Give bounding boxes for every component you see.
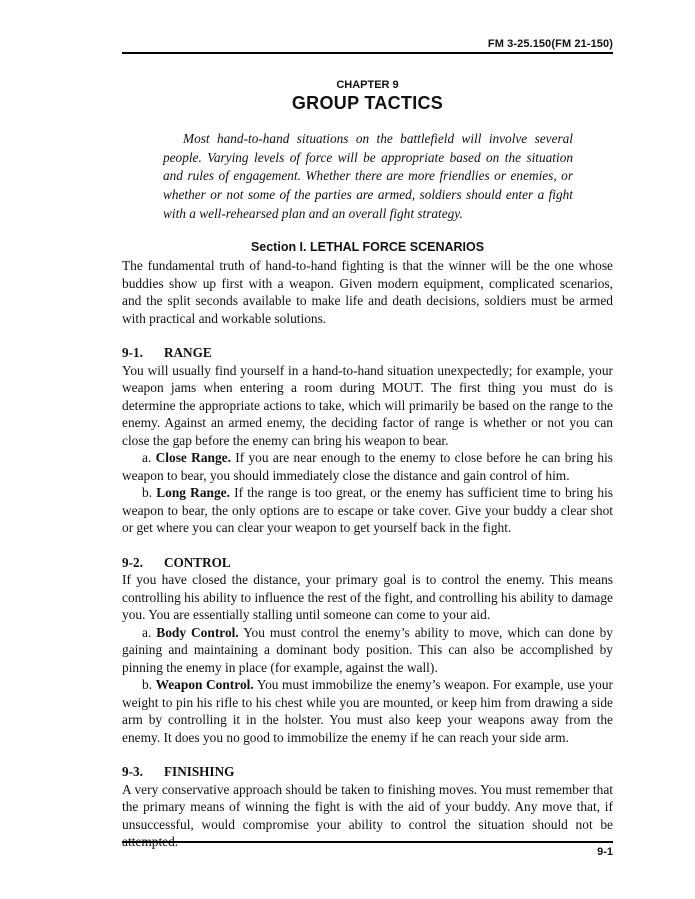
item-term: Close Range. <box>155 450 231 465</box>
control-paragraph: If you have closed the distance, your primary goal is to control the enemy. This means controlling his ability to influence the rest of the fight, and controlling his ability to damage you. You are essentially stalling until someone can come to your aid. <box>122 572 613 622</box>
item-letter: b. <box>142 677 153 692</box>
item-text: If you are near enough to the enemy to close before he can bring his weapon to bear, you should immediately close the distance and gain control of him. <box>122 450 613 483</box>
control-item-a <box>122 624 613 677</box>
subhead-number: 9-1. <box>122 345 143 360</box>
subhead-number: 9-2. <box>122 554 143 570</box>
range-paragraph: You will usually find yourself in a hand-to-hand situation unexpectedly; for example, your weapon jams when entering a room during MOUT. The first thing you must do is determine the appropriate actions to take, which will primarily be based on the range to the enemy. Against an armed enemy, the deciding factor of range is whether or not you can close the gap before the enemy can bring his weapon to bear. <box>122 362 613 448</box>
item-letter: a. <box>142 624 152 640</box>
subhead-control <box>122 554 613 572</box>
subhead-title: CONTROL <box>164 554 231 570</box>
item-letter: a. <box>142 450 152 465</box>
header-rule <box>122 52 613 54</box>
finishing-paragraph: A very conservative approach should be taken to finishing moves. You must remember that the primary means of winning the fight is with the aid of your buddy. Any move that, if unsuccessful, would compromise your ability to control the situation should not be attempted. <box>122 781 613 849</box>
control-item-b <box>122 676 613 746</box>
subhead-title: RANGE <box>164 345 212 360</box>
item-text: You must control the enemy’s ability to move, which can done by gaining and maintaining a dominant body position. This can also be accomplished by pinning the enemy in place (for example, against the wall). <box>122 624 613 675</box>
item-term: Long Range. <box>156 485 230 500</box>
item-letter: b. <box>142 485 153 500</box>
section-heading: Section I. LETHAL FORCE SCENARIOS <box>250 240 485 254</box>
item-term: Body Control. <box>156 624 239 640</box>
item-text: You must immobilize the enemy’s weapon. For example, use your weight to pin his rifle to his chest while you are mounted, or keep him from drawing a side arm by controlling it in the holster. You must also keep your weapons away from the enemy. It does you no good to immobilize the enemy if he can reach your side arm. <box>122 677 613 745</box>
chapter-label: CHAPTER 9 <box>336 79 399 91</box>
chapter-intro: Most hand-to-hand situations on the battlefield will involve several people. Varying levels of force will be appropriate based on the situation and rules of engagement. Whether there are more friendlies or enemies, or whether or not some of the parties are armed, soldiers should enter a fight with a well-rehearsed plan and an overall fight strategy. <box>163 131 573 221</box>
subhead-title: FINISHING <box>164 764 235 779</box>
footer-rule <box>122 841 613 843</box>
document-id-header: FM 3-25.150(FM 21-150) <box>487 38 613 50</box>
subhead-range <box>122 344 613 362</box>
range-item-b <box>122 484 613 537</box>
item-term: Weapon Control. <box>155 677 254 692</box>
subhead-finishing <box>122 763 613 781</box>
item-text: If the range is too great, or the enemy has sufficient time to bring his weapon to bear, the only options are to escape or take cover. Give your buddy a clear shot or get where you can clear your weapon to get yourself back in the fight. <box>122 485 613 535</box>
subhead-number: 9-3. <box>122 764 143 779</box>
page-content <box>122 238 613 851</box>
range-item-a <box>122 449 613 484</box>
chapter-title: GROUP TACTICS <box>291 93 444 113</box>
section-paragraph: The fundamental truth of hand-to-hand fighting is that the winner will be the one whose buddies show up first with a weapon. Given modern equipment, complicated scenarios, and the split seconds available to make life and death decisions, soldiers must be armed with practical and workable solutions. <box>122 258 613 326</box>
page-number: 9-1 <box>597 846 613 858</box>
